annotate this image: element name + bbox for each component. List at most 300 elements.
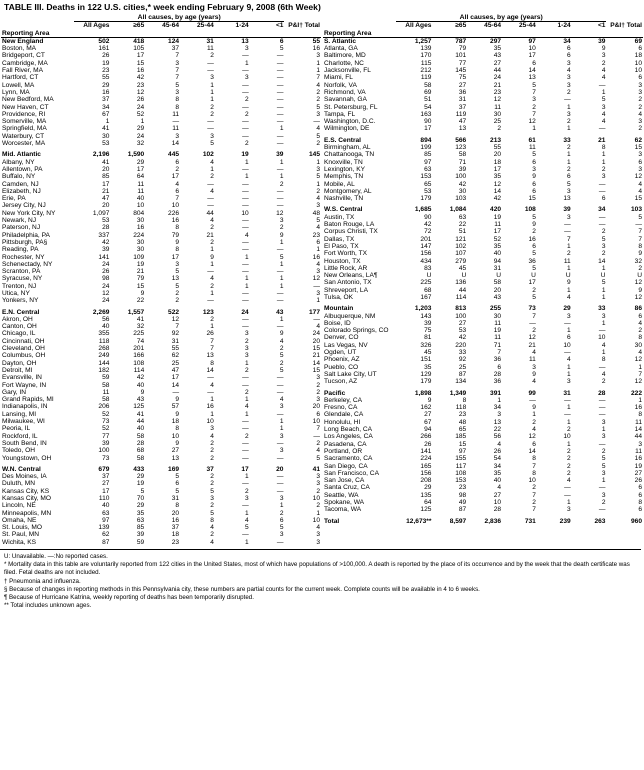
deaths-cell: 3 bbox=[245, 345, 249, 353]
deaths-cell: 97 bbox=[102, 516, 110, 524]
reporting-area-label: San Diego, CA bbox=[324, 462, 368, 470]
deaths-cell: 100 bbox=[455, 312, 467, 320]
deaths-cell: — bbox=[276, 67, 284, 75]
deaths-cell: 1 bbox=[245, 396, 249, 404]
deaths-cell: 2,836 bbox=[484, 517, 502, 525]
deaths-cell: 14 bbox=[312, 359, 320, 367]
deaths-cell: 12 bbox=[136, 88, 145, 96]
group-header-all-causes-right: All causes, by age (years) bbox=[396, 14, 607, 22]
deaths-cell: 1 bbox=[245, 473, 249, 481]
table-row bbox=[323, 327, 643, 334]
deaths-cell: 1,203 bbox=[414, 305, 432, 313]
deaths-cell: 58 bbox=[136, 432, 145, 440]
deaths-cell: 2 bbox=[210, 447, 214, 455]
deaths-cell: 3 bbox=[567, 506, 571, 514]
table-row bbox=[323, 60, 643, 67]
reporting-area-label: Baltimore, MD bbox=[324, 52, 366, 60]
deaths-cell: — bbox=[598, 506, 606, 514]
deaths-cell: 6 bbox=[532, 242, 536, 250]
deaths-cell: 97 bbox=[424, 158, 432, 166]
deaths-cell: 1 bbox=[210, 246, 214, 254]
deaths-cell: 2 bbox=[279, 509, 284, 517]
deaths-cell: 17 bbox=[136, 52, 145, 60]
deaths-cell: 3 bbox=[279, 495, 284, 502]
deaths-cell: — bbox=[207, 388, 214, 396]
deaths-cell: 166 bbox=[133, 352, 145, 360]
reporting-area-label: Lincoln, NE bbox=[2, 502, 36, 510]
deaths-cell: — bbox=[276, 454, 284, 462]
footnote-line: * Mortality data in this table are voluntarily reported from 122 cities in the United States, most of which have populations of >100,000. A death is reported by the place of its occurrence and by the week that the death certificate was filed. Fetal deaths are not included. bbox=[4, 561, 630, 577]
deaths-cell: 1 bbox=[245, 275, 249, 283]
deaths-cell: 6 bbox=[497, 363, 502, 371]
deaths-cell: 1 bbox=[245, 538, 249, 546]
table-section-row bbox=[323, 305, 643, 312]
left-column bbox=[0, 13, 322, 547]
deaths-cell: 28 bbox=[493, 506, 502, 514]
deaths-cell: 220 bbox=[455, 341, 467, 349]
deaths-cell: 119 bbox=[420, 74, 432, 82]
reporting-area-label: Paterson, NJ bbox=[2, 224, 41, 232]
deaths-cell: 151 bbox=[420, 356, 432, 364]
reporting-area-label: San Francisco, CA bbox=[324, 469, 379, 477]
deaths-cell: 6 bbox=[638, 158, 642, 166]
deaths-cell: 145 bbox=[308, 151, 320, 159]
deaths-cell: 10 bbox=[312, 418, 320, 426]
deaths-cell: 5 bbox=[175, 282, 180, 290]
reporting-area-label: Peoria, IL bbox=[2, 425, 31, 433]
reporting-area-label: San Antonio, TX bbox=[324, 279, 372, 287]
deaths-cell: 92 bbox=[171, 330, 180, 338]
deaths-cell: 3 bbox=[210, 425, 214, 433]
deaths-cell: 1 bbox=[638, 396, 642, 404]
deaths-cell: 179 bbox=[420, 195, 432, 203]
table-row bbox=[323, 181, 643, 188]
reporting-area-label: Lowell, MA bbox=[2, 81, 35, 89]
deaths-cell: U bbox=[496, 272, 502, 280]
deaths-cell: 14 bbox=[528, 447, 536, 455]
reporting-area-label: Minneapolis, MN bbox=[2, 509, 52, 517]
table-row bbox=[1, 118, 321, 125]
deaths-cell: 53 bbox=[458, 327, 467, 335]
deaths-cell: 787 bbox=[455, 37, 467, 45]
deaths-cell: 2 bbox=[316, 381, 320, 389]
table-row bbox=[323, 236, 643, 243]
deaths-cell: 9 bbox=[532, 404, 536, 412]
deaths-cell: 12 bbox=[493, 180, 502, 188]
reporting-area-label: Allentown, PA bbox=[2, 165, 43, 173]
deaths-cell: 52 bbox=[102, 410, 110, 418]
deaths-cell: 3 bbox=[567, 187, 571, 195]
table-row bbox=[1, 290, 321, 297]
deaths-cell: 3 bbox=[567, 59, 571, 67]
deaths-cell: 74 bbox=[136, 337, 145, 345]
deaths-cell: 58 bbox=[458, 151, 467, 159]
deaths-cell: — bbox=[242, 268, 249, 276]
deaths-cell: 17 bbox=[171, 173, 180, 181]
table-row bbox=[1, 111, 321, 118]
deaths-cell: 17 bbox=[102, 180, 110, 188]
deaths-cell: 10 bbox=[136, 202, 145, 210]
deaths-cell: 5 bbox=[601, 279, 606, 287]
deaths-cell: 3 bbox=[316, 202, 320, 210]
deaths-cell: 894 bbox=[420, 136, 432, 144]
deaths-cell: 67 bbox=[424, 418, 432, 426]
reporting-area-label: Berkeley, CA bbox=[324, 396, 362, 404]
deaths-cell: 15 bbox=[528, 195, 536, 203]
deaths-cell: 6 bbox=[279, 37, 284, 45]
table-row bbox=[323, 258, 643, 265]
deaths-cell: 5 bbox=[175, 473, 180, 481]
deaths-cell: 1 bbox=[567, 440, 571, 448]
deaths-cell: 17 bbox=[171, 253, 180, 261]
deaths-cell: 1 bbox=[567, 327, 571, 335]
deaths-cell: 27 bbox=[458, 81, 467, 89]
reporting-area-label: E.S. Central bbox=[324, 136, 362, 144]
deaths-cell: 7 bbox=[175, 323, 180, 331]
deaths-cell: 4 bbox=[567, 356, 571, 364]
deaths-cell: 51 bbox=[424, 96, 432, 104]
deaths-cell: 43 bbox=[136, 396, 145, 404]
reporting-area-label: Memphis, TN bbox=[324, 173, 364, 181]
deaths-cell: 2 bbox=[210, 238, 214, 246]
deaths-cell: 11 bbox=[529, 356, 536, 364]
deaths-cell: 4 bbox=[638, 180, 642, 188]
deaths-cell: 1 bbox=[567, 363, 571, 371]
table-row bbox=[323, 243, 643, 250]
reporting-area-label: Canton, OH bbox=[2, 323, 37, 331]
deaths-cell: 4 bbox=[567, 67, 571, 75]
deaths-cell: — bbox=[207, 268, 214, 276]
deaths-cell: 24 bbox=[102, 297, 110, 305]
reporting-area-label: Fort Worth, TX bbox=[324, 250, 367, 258]
deaths-cell: — bbox=[207, 118, 214, 126]
deaths-cell: 19 bbox=[136, 260, 145, 268]
deaths-cell: 4 bbox=[601, 67, 606, 75]
deaths-cell: 21 bbox=[493, 81, 502, 89]
deaths-cell: 13 bbox=[171, 454, 180, 462]
deaths-cell: 73 bbox=[102, 418, 110, 426]
deaths-cell: 12 bbox=[634, 173, 642, 181]
deaths-cell: 6 bbox=[638, 45, 642, 53]
deaths-cell: 3 bbox=[316, 110, 320, 118]
reporting-area-label: South Bend, IN bbox=[2, 439, 47, 447]
deaths-cell: — bbox=[529, 319, 536, 327]
deaths-cell: 3 bbox=[316, 396, 320, 404]
deaths-cell: 1 bbox=[210, 260, 214, 268]
table-row bbox=[1, 433, 321, 440]
deaths-cell: 2 bbox=[567, 447, 571, 455]
deaths-cell: 2 bbox=[245, 110, 249, 118]
deaths-cell: 391 bbox=[490, 389, 502, 397]
table-row bbox=[1, 425, 321, 432]
deaths-cell: 1 bbox=[140, 118, 145, 126]
deaths-cell: 1 bbox=[279, 125, 284, 133]
deaths-cell: 58 bbox=[136, 454, 145, 462]
table-row bbox=[323, 173, 643, 180]
deaths-cell: 1 bbox=[316, 180, 320, 188]
deaths-cell: 23 bbox=[493, 88, 502, 96]
deaths-cell: 61 bbox=[528, 136, 536, 144]
deaths-cell: 12 bbox=[102, 289, 110, 297]
reporting-area-label: Toledo, OH bbox=[2, 447, 35, 455]
deaths-cell: 15 bbox=[136, 59, 145, 67]
deaths-cell: 21 bbox=[206, 231, 214, 239]
deaths-cell: 30 bbox=[136, 246, 145, 254]
reporting-area-label: New Haven, CT bbox=[2, 103, 49, 111]
deaths-cell: 26 bbox=[206, 330, 214, 338]
deaths-cell: 11 bbox=[494, 334, 502, 342]
deaths-cell: 4 bbox=[245, 516, 249, 524]
deaths-cell: 90 bbox=[424, 213, 432, 221]
deaths-cell: 42 bbox=[136, 74, 145, 82]
deaths-cell: 1,898 bbox=[414, 389, 432, 397]
deaths-cell: 1 bbox=[245, 158, 249, 166]
deaths-cell: 11 bbox=[172, 125, 180, 133]
deaths-cell: 9 bbox=[279, 231, 284, 239]
deaths-cell: 3 bbox=[601, 433, 606, 441]
deaths-cell: 3 bbox=[638, 151, 642, 159]
deaths-cell: 4 bbox=[210, 538, 214, 546]
reporting-area-label: Spokane, WA bbox=[324, 499, 365, 506]
deaths-cell: 4 bbox=[175, 180, 180, 188]
deaths-cell: 79 bbox=[136, 275, 145, 283]
deaths-cell: 37 bbox=[171, 45, 180, 53]
table-row bbox=[323, 151, 643, 158]
deaths-cell: 9 bbox=[532, 370, 536, 378]
deaths-cell: 5 bbox=[210, 509, 214, 517]
deaths-cell: 12 bbox=[276, 209, 284, 217]
deaths-cell: — bbox=[276, 96, 284, 104]
reporting-area-label: Ogden, UT bbox=[324, 349, 357, 357]
deaths-cell: 8 bbox=[175, 246, 180, 254]
deaths-cell: — bbox=[207, 374, 214, 382]
deaths-cell: 1,097 bbox=[92, 209, 110, 217]
deaths-cell: 10 bbox=[598, 334, 606, 342]
deaths-cell: 18 bbox=[493, 158, 502, 166]
deaths-cell: 1 bbox=[210, 396, 214, 404]
deaths-cell: 65 bbox=[424, 180, 432, 188]
deaths-cell: 69 bbox=[634, 37, 642, 45]
deaths-cell: 4 bbox=[279, 396, 284, 404]
table-row bbox=[323, 419, 643, 426]
deaths-cell: 17 bbox=[528, 279, 536, 287]
deaths-cell: 4 bbox=[601, 118, 606, 126]
reporting-area-label: E.N. Central bbox=[2, 308, 40, 316]
deaths-cell: 24 bbox=[241, 308, 249, 316]
deaths-cell: 16 bbox=[136, 67, 145, 75]
deaths-cell: 31 bbox=[171, 337, 180, 345]
reporting-area-label: Fort Wayne, IN bbox=[2, 381, 47, 389]
deaths-cell: 3 bbox=[175, 59, 180, 67]
reporting-area-label: Utica, NY bbox=[2, 289, 30, 297]
deaths-cell: — bbox=[276, 374, 284, 382]
deaths-cell: 87 bbox=[458, 370, 467, 378]
deaths-cell: 3 bbox=[175, 260, 180, 268]
table-row bbox=[323, 279, 643, 286]
table-row bbox=[323, 364, 643, 371]
reporting-area-label: Tampa, FL bbox=[324, 110, 356, 118]
deaths-cell: 62 bbox=[102, 531, 110, 539]
deaths-cell: 2 bbox=[210, 110, 214, 118]
deaths-cell: — bbox=[529, 396, 536, 404]
deaths-cell: 11 bbox=[635, 418, 642, 426]
deaths-cell: 4 bbox=[210, 187, 214, 195]
reporting-area-label: Rockford, IL bbox=[2, 432, 38, 440]
deaths-cell: 6 bbox=[532, 158, 536, 166]
deaths-cell: 5 bbox=[316, 103, 320, 111]
table-row bbox=[1, 202, 321, 209]
reporting-area-label: Miami, FL bbox=[324, 74, 353, 82]
deaths-cell: 32 bbox=[136, 140, 145, 148]
table-body-left bbox=[1, 37, 321, 546]
deaths-cell: 117 bbox=[455, 462, 467, 470]
deaths-cell: 23 bbox=[136, 81, 145, 89]
reporting-area-label: El Paso, TX bbox=[324, 242, 359, 250]
deaths-cell: 90 bbox=[424, 118, 432, 126]
deaths-cell: 7 bbox=[175, 52, 180, 60]
deaths-cell: 1 bbox=[279, 425, 284, 433]
deaths-cell: 1 bbox=[279, 275, 284, 283]
deaths-cell: 2 bbox=[532, 484, 536, 492]
table-section-row bbox=[1, 309, 321, 316]
deaths-cell: 2 bbox=[316, 388, 320, 396]
deaths-cell: 225 bbox=[133, 330, 145, 338]
reporting-area-label: Scranton, PA bbox=[2, 268, 41, 276]
deaths-cell: 1,084 bbox=[449, 206, 467, 214]
deaths-cell: — bbox=[276, 289, 284, 297]
deaths-cell: 5 bbox=[175, 487, 180, 495]
deaths-cell: 156 bbox=[420, 469, 432, 477]
table-row bbox=[1, 140, 321, 147]
deaths-cell: 4 bbox=[497, 484, 502, 492]
reporting-area-label: Albuquerque, NM bbox=[324, 312, 376, 320]
deaths-cell: 5 bbox=[279, 366, 284, 374]
deaths-cell: 1 bbox=[210, 323, 214, 331]
deaths-cell: 1,685 bbox=[414, 206, 432, 214]
deaths-cell: 502 bbox=[98, 37, 110, 45]
deaths-cell: — bbox=[242, 224, 249, 232]
deaths-cell: — bbox=[598, 187, 606, 195]
deaths-cell: 3 bbox=[210, 132, 214, 140]
deaths-cell: 10 bbox=[171, 202, 180, 210]
reporting-area-label: Providence, RI bbox=[2, 110, 46, 118]
deaths-cell: 27 bbox=[171, 447, 180, 455]
deaths-cell: 35 bbox=[424, 363, 432, 371]
deaths-cell: 2 bbox=[279, 345, 284, 353]
deaths-cell: — bbox=[564, 96, 571, 104]
deaths-cell: 36 bbox=[458, 88, 467, 96]
table-row bbox=[323, 426, 643, 433]
deaths-cell: 75 bbox=[458, 74, 467, 82]
deaths-cell: 1 bbox=[316, 59, 320, 67]
deaths-cell: 8 bbox=[532, 469, 536, 477]
deaths-cell: 2 bbox=[279, 359, 284, 367]
table-row bbox=[1, 396, 321, 403]
deaths-cell: — bbox=[242, 195, 249, 203]
deaths-cell: 1 bbox=[316, 158, 320, 166]
deaths-cell: 2 bbox=[601, 250, 606, 258]
table-row bbox=[323, 144, 643, 151]
deaths-cell: 7 bbox=[638, 228, 642, 236]
deaths-cell: 4 bbox=[316, 323, 320, 331]
deaths-cell: 40 bbox=[136, 195, 145, 203]
table-row bbox=[1, 275, 321, 282]
deaths-cell: 212 bbox=[420, 67, 432, 75]
deaths-cell: 3 bbox=[532, 363, 536, 371]
deaths-cell: 23 bbox=[458, 484, 467, 492]
deaths-cell: 566 bbox=[455, 136, 467, 144]
deaths-table-right bbox=[323, 14, 643, 525]
table-row bbox=[1, 389, 321, 396]
table-row bbox=[323, 250, 643, 257]
deaths-cell: 12 bbox=[634, 279, 642, 287]
deaths-cell: 1 bbox=[601, 477, 606, 485]
deaths-cell: 43 bbox=[493, 293, 502, 301]
deaths-cell: 3 bbox=[245, 330, 249, 338]
deaths-cell: 85 bbox=[136, 524, 145, 532]
group-header-all-causes: All causes, by age (years) bbox=[74, 14, 285, 22]
table-row bbox=[323, 52, 643, 59]
deaths-cell: 153 bbox=[420, 173, 432, 181]
deaths-cell: 1 bbox=[601, 293, 606, 301]
deaths-cell: 2 bbox=[638, 96, 642, 104]
deaths-cell: 24 bbox=[136, 132, 145, 140]
deaths-cell: 35 bbox=[493, 45, 502, 53]
deaths-cell: — bbox=[564, 349, 571, 357]
deaths-cell: 1 bbox=[279, 260, 284, 268]
deaths-cell: 433 bbox=[133, 465, 145, 473]
deaths-cell: 33 bbox=[598, 305, 606, 313]
reporting-area-label: St. Louis, MO bbox=[2, 524, 42, 532]
deaths-cell: — bbox=[242, 447, 249, 455]
deaths-cell: 1 bbox=[638, 363, 642, 371]
reporting-area-label: Trenton, NJ bbox=[2, 282, 37, 290]
reporting-area-label: Syracuse, NY bbox=[2, 275, 43, 283]
deaths-cell: 10 bbox=[312, 516, 320, 524]
deaths-cell: 18 bbox=[171, 418, 180, 426]
deaths-cell: 85 bbox=[102, 173, 110, 181]
deaths-cell: 11 bbox=[494, 103, 502, 111]
reporting-area-label: Yonkers, NY bbox=[2, 297, 39, 305]
table-section-row bbox=[323, 37, 643, 45]
deaths-cell: 124 bbox=[168, 37, 180, 45]
deaths-cell: — bbox=[598, 180, 606, 188]
deaths-cell: — bbox=[564, 411, 571, 419]
deaths-cell: 105 bbox=[133, 45, 145, 53]
deaths-cell: 1,257 bbox=[414, 37, 432, 45]
deaths-cell: 3 bbox=[601, 242, 606, 250]
table-row bbox=[323, 484, 643, 491]
reporting-area-label: Los Angeles, CA bbox=[324, 433, 373, 441]
reporting-area-label: Pasadena, CA bbox=[324, 440, 367, 448]
deaths-cell: 47 bbox=[102, 195, 110, 203]
deaths-cell: 144 bbox=[98, 359, 110, 367]
reporting-area-label: Springfield, MA bbox=[2, 125, 47, 133]
deaths-cell: 1 bbox=[567, 286, 571, 294]
deaths-cell: 249 bbox=[98, 352, 110, 360]
deaths-cell: — bbox=[276, 297, 284, 305]
table-row bbox=[1, 217, 321, 224]
deaths-cell: — bbox=[207, 59, 214, 67]
deaths-cell: 4 bbox=[210, 158, 214, 166]
deaths-cell: 35 bbox=[136, 509, 145, 517]
deaths-cell: 2 bbox=[567, 462, 571, 470]
deaths-cell: 5 bbox=[316, 217, 320, 225]
deaths-cell: 11 bbox=[172, 110, 180, 118]
table-row bbox=[1, 104, 321, 111]
deaths-cell: 960 bbox=[630, 517, 642, 525]
deaths-cell: 9 bbox=[140, 388, 145, 396]
